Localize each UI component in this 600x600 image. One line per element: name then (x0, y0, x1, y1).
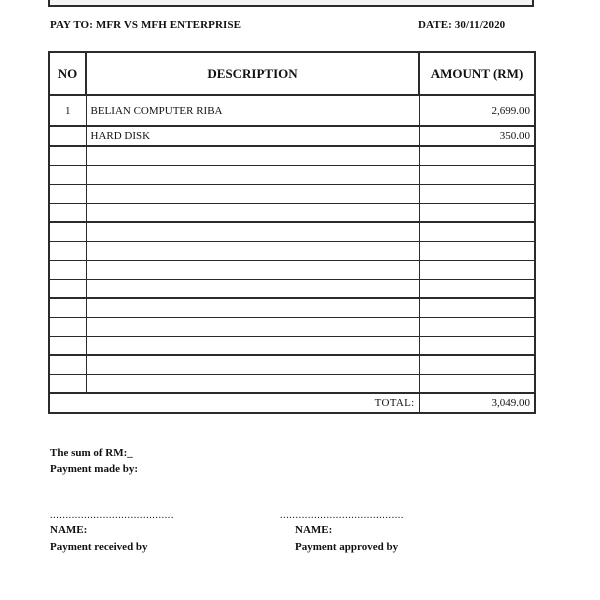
blank-row (49, 146, 535, 165)
blank-row (49, 374, 535, 393)
row-amount: 350.00 (419, 126, 535, 146)
row-no: 1 (49, 95, 86, 126)
blank-row (49, 165, 535, 184)
blank-row (49, 298, 535, 317)
blank-row (49, 203, 535, 222)
signature-line-received: ........................................ (50, 510, 174, 521)
signature-line-approved: ........................................ (280, 510, 404, 521)
date-label: DATE: 30/11/2020 (418, 19, 506, 31)
total-label: TOTAL: (86, 393, 419, 413)
voucher-table (48, 51, 536, 414)
sum-label: The sum of RM:_ (50, 447, 133, 459)
payment-approved-by-label: Payment approved by (295, 541, 399, 553)
column-header-no: NO (49, 52, 86, 95)
total-amount: 3,049.00 (419, 393, 535, 413)
total-row (49, 393, 535, 413)
blank-row (49, 279, 535, 298)
row-amount: 2,699.00 (419, 95, 535, 126)
blank-row (49, 260, 535, 279)
table-row (49, 95, 535, 126)
blank-row (49, 336, 535, 355)
payment-received-by-label: Payment received by (50, 541, 148, 553)
name-label-approved: NAME: (295, 524, 333, 536)
row-description: BELIAN COMPUTER RIBA (86, 95, 419, 126)
row-description: HARD DISK (86, 126, 419, 146)
voucher-top-frame (48, 0, 534, 7)
column-header-amount: AMOUNT (RM) (419, 52, 535, 95)
table-row (49, 126, 535, 146)
blank-row (49, 317, 535, 336)
blank-row (49, 355, 535, 374)
row-no (49, 126, 86, 146)
blank-row (49, 184, 535, 203)
payment-made-by-label: Payment made by: (50, 463, 138, 475)
table-header-row (49, 52, 535, 95)
pay-to-label: PAY TO: MFR VS MFH ENTERPRISE (50, 19, 242, 31)
blank-row (49, 222, 535, 241)
blank-row (49, 241, 535, 260)
name-label-received: NAME: (50, 524, 88, 536)
column-header-description: DESCRIPTION (86, 52, 419, 95)
